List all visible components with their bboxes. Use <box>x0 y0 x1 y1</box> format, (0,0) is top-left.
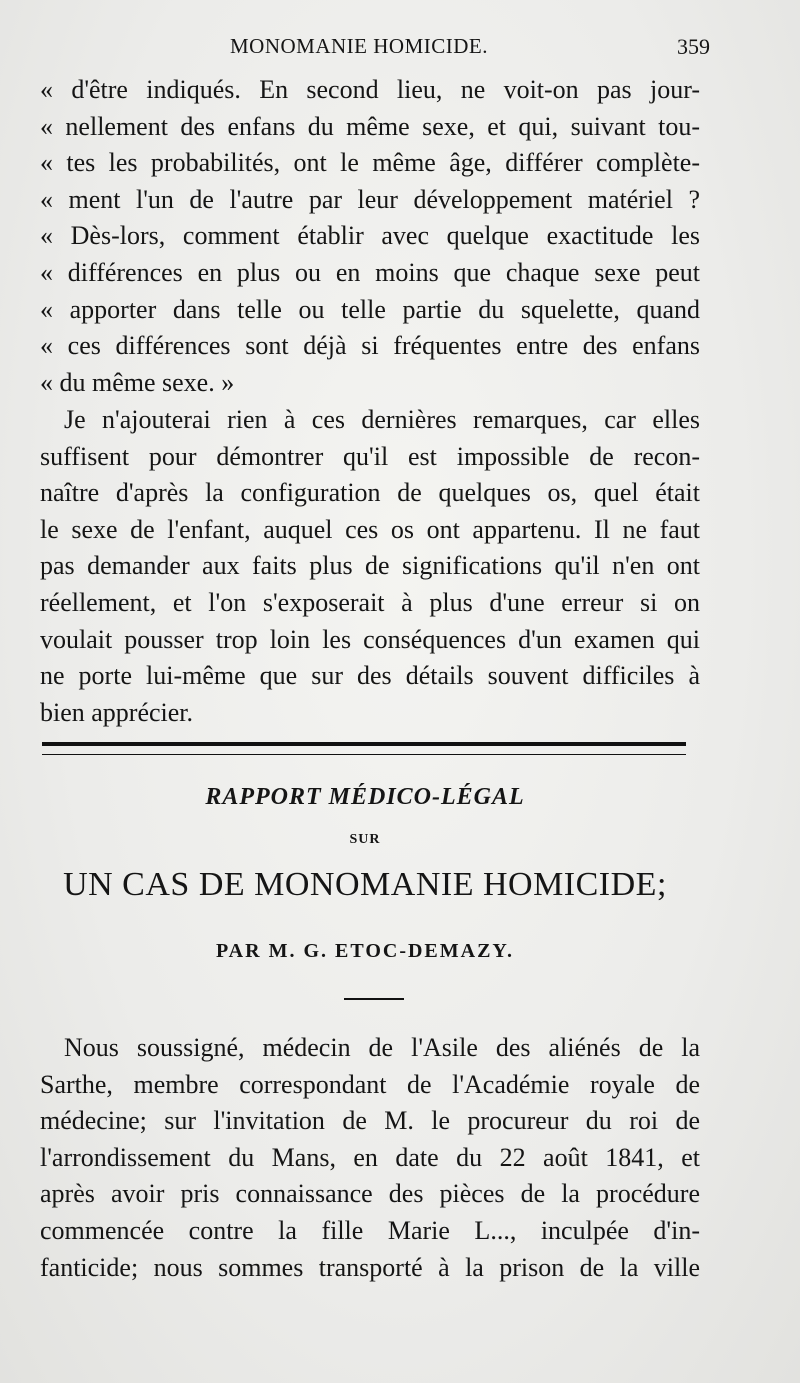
section-title-line-1: RAPPORT MÉDICO-LÉGAL <box>205 784 525 810</box>
paragraph-1 <box>40 402 700 731</box>
quote-line: « ces différences sont déjà si fréquentes entre des enfans <box>40 331 700 361</box>
paragraph-line: l'arrondissement du Mans, en date du 22 août 1841, et <box>40 1142 700 1172</box>
paragraph-line: suffisent pour démontrer qu'il est impossible de recon- <box>40 441 700 471</box>
paragraph-line: ne porte lui-même que sur des détails souvent difficiles à <box>40 661 700 691</box>
paragraph-line: fanticide; nous sommes transporté à la prison de la ville <box>40 1252 700 1282</box>
quote-block <box>40 72 700 401</box>
page-number: 359 <box>677 34 710 59</box>
quote-line: « tes les probabilités, ont le même âge, différer complète- <box>40 148 700 178</box>
paragraph-line: médecine; sur l'invitation de M. le procureur du roi de <box>40 1106 700 1136</box>
paragraph-line: commencée contre la fille Marie L..., inculpée d'in- <box>40 1215 700 1245</box>
quote-line: « du même sexe. » <box>40 367 235 397</box>
quote-line: « d'être indiqués. En second lieu, ne voit-on pas jour- <box>40 75 700 104</box>
quote-line: « Dès-lors, comment établir avec quelque exactitude les <box>40 221 700 251</box>
paragraph-line: Je n'ajouterai rien à ces dernières remarques, car elles <box>64 405 700 434</box>
paragraph-line: voulait pousser trop loin les conséquences d'un examen qui <box>40 624 700 654</box>
short-divider <box>344 998 404 1000</box>
quote-line: « apporter dans telle ou telle partie du squelette, quand <box>40 294 700 324</box>
section-title-line-2: SUR <box>349 832 381 847</box>
paragraph-line: pas demander aux faits plus de significations qu'il n'en ont <box>40 551 700 581</box>
section-title-main: UN CAS DE MONOMANIE HOMICIDE; <box>63 866 667 903</box>
running-title: MONOMANIE HOMICIDE. <box>230 34 488 58</box>
quote-line: « différences en plus ou en moins que chaque sexe peut <box>40 257 700 287</box>
paragraph-line: Sarthe, membre correspondant de l'Académie royale de <box>40 1069 700 1099</box>
paragraph-line: bien apprécier. <box>40 697 194 727</box>
section-divider <box>42 742 686 755</box>
paragraph-2 <box>40 1030 700 1286</box>
paragraph-line: Nous soussigné, médecin de l'Asile des aliénés de la <box>64 1033 700 1062</box>
quote-line: « nellement des enfans du même sexe, et qui, suivant tou- <box>40 111 700 141</box>
section-author: PAR M. G. ETOC-DEMAZY. <box>215 940 515 962</box>
paragraph-line: réellement, et l'on s'exposerait à plus d'une erreur si on <box>40 587 700 617</box>
quote-line: « ment l'un de l'autre par leur développement matériel ? <box>40 184 700 214</box>
paragraph-line: le sexe de l'enfant, auquel ces os ont appartenu. Il ne faut <box>40 514 700 544</box>
paragraph-line: après avoir pris connaissance des pièces de la procédure <box>40 1179 700 1209</box>
paragraph-line: naître d'après la configuration de quelques os, quel était <box>40 478 700 508</box>
page-header <box>40 30 710 66</box>
